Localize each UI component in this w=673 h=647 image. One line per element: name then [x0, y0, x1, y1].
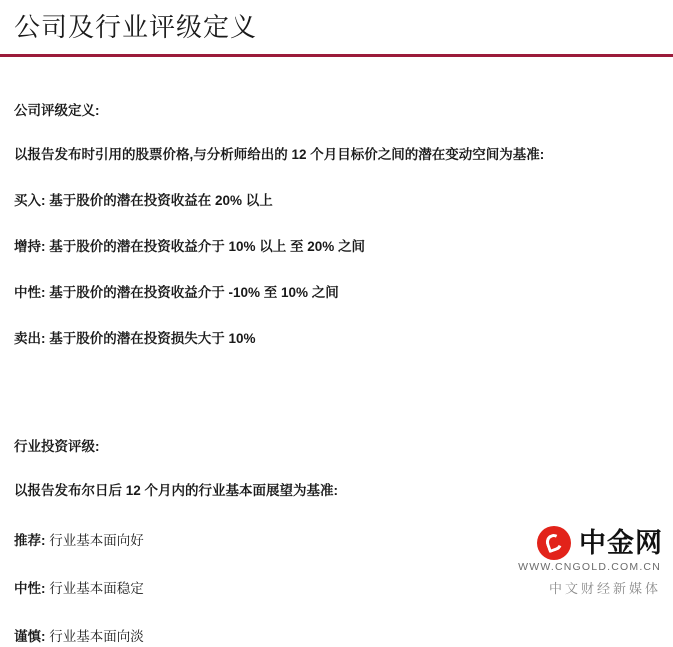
- rating-description: 基于股价的潜在投资收益介于 10% 以上 至 20% 之间: [49, 239, 366, 254]
- page-title: 公司及行业评级定义: [14, 12, 258, 42]
- rating-row: [14, 627, 659, 647]
- rating-row: [14, 329, 659, 349]
- logo-url: WWW.CNGOLD.COM.CN: [518, 561, 661, 573]
- company-rating-section: [14, 101, 659, 349]
- section-spacer: [14, 375, 659, 437]
- rating-row: [14, 283, 659, 303]
- rating-description: 基于股价的潜在投资收益介于 -10% 至 10% 之间: [49, 285, 339, 300]
- title-underline-rule: [0, 54, 673, 57]
- company-rating-basis: 以报告发布时引用的股票价格,与分析师给出的 12 个月目标价之间的潜在变动空间为基准:: [14, 147, 545, 162]
- rating-label: 卖出:: [14, 331, 46, 346]
- rating-row: [14, 237, 659, 257]
- industry-rating-basis: 以报告发布尔日后 12 个月内的行业基本面展望为基准:: [14, 483, 339, 498]
- cngold-spiral-logo-icon: [537, 526, 571, 560]
- rating-label: 推荐:: [14, 533, 46, 548]
- rating-label: 谨慎:: [14, 629, 46, 644]
- rating-description: 行业基本面向好: [49, 533, 144, 548]
- rating-label: 增持:: [14, 239, 46, 254]
- rating-description: 行业基本面向淡: [49, 629, 144, 644]
- rating-description: 行业基本面稳定: [49, 581, 144, 596]
- company-section-heading: 公司评级定义:: [14, 103, 100, 118]
- rating-description: 基于股价的潜在投资收益在 20% 以上: [49, 193, 273, 208]
- industry-section-heading: 行业投资评级:: [14, 439, 100, 454]
- logo-row: [463, 526, 663, 560]
- logo-tagline: 中文财经新媒体: [548, 581, 661, 596]
- title-block: [0, 0, 673, 50]
- logo-name: 中金网: [579, 528, 663, 558]
- rating-row: [14, 191, 659, 211]
- footer-watermark: [463, 526, 663, 597]
- rating-label: 买入:: [14, 193, 46, 208]
- rating-label: 中性:: [14, 285, 46, 300]
- rating-label: 中性:: [14, 581, 46, 596]
- rating-description: 基于股价的潜在投资损失大于 10%: [49, 331, 256, 346]
